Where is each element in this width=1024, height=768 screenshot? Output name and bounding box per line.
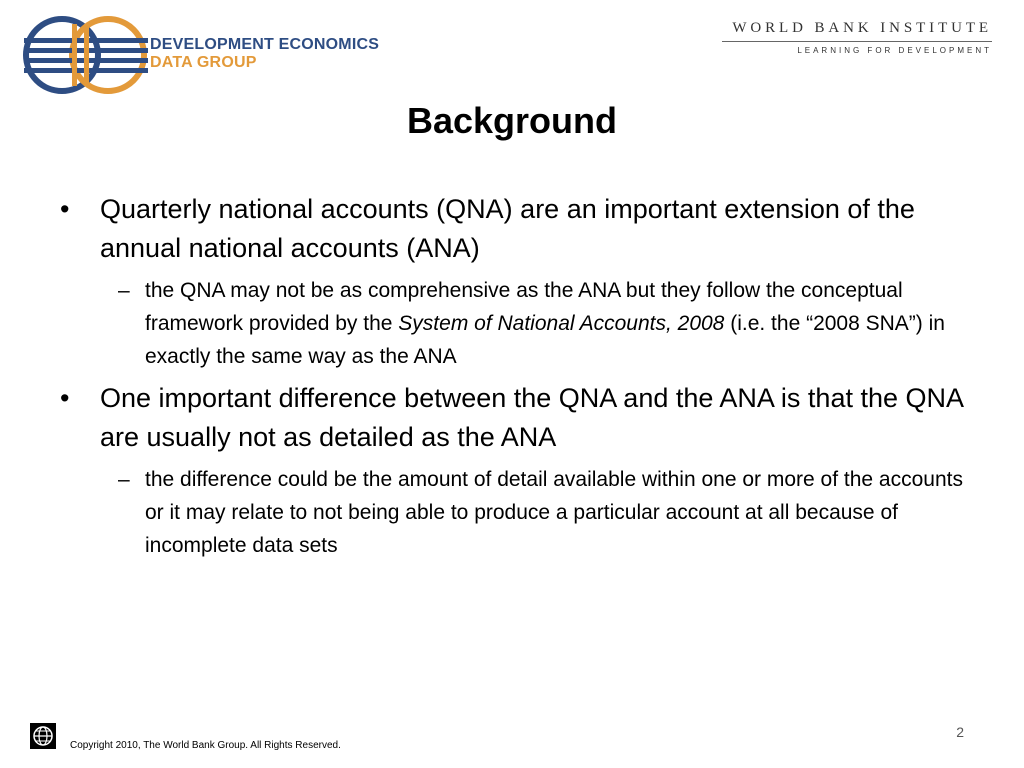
wbi-tagline: LEARNING FOR DEVELOPMENT bbox=[797, 46, 992, 55]
slide-content bbox=[60, 190, 975, 568]
bullet-marker: • bbox=[60, 383, 70, 413]
wbi-name: WORLD BANK INSTITUTE bbox=[732, 20, 992, 36]
dash-marker: – bbox=[118, 279, 130, 302]
world-bank-globe-icon bbox=[30, 723, 56, 749]
bullet-2-text: One important difference between the QNA and the ANA is that the QNA are usually not as detailed as the ANA bbox=[100, 383, 963, 452]
sub-bullet-1-1-italic: System of National Accounts, 2008 bbox=[398, 312, 725, 335]
deg-logo-line2: DATA GROUP bbox=[150, 54, 257, 71]
sub-bullet-2-1 bbox=[60, 463, 975, 562]
wbi-logo bbox=[692, 20, 992, 55]
sub-bullet-1-1-before: the QNA may not be as comprehensive as the ANA but they follow the conceptual framework provided by the bbox=[145, 279, 903, 335]
sub-bullet-2-1-text: the difference could be the amount of detail available within one or more of the accounts or it may relate to not being able to produce a particular account at all because of incomplete data sets bbox=[145, 468, 963, 557]
bullet-1 bbox=[60, 190, 975, 268]
copyright-text: Copyright 2010, The World Bank Group. All Rights Reserved. bbox=[70, 740, 341, 751]
deg-logo-text bbox=[150, 36, 379, 72]
bullet-1-text: Quarterly national accounts (QNA) are an important extension of the annual national accounts (ANA) bbox=[100, 194, 915, 263]
bullet-2 bbox=[60, 379, 975, 457]
sub-bullet-1-1 bbox=[60, 274, 975, 373]
bullet-marker: • bbox=[60, 194, 70, 224]
wbi-divider bbox=[722, 41, 992, 42]
dash-marker: – bbox=[118, 468, 130, 491]
slide-title: Background bbox=[406, 100, 618, 141]
deg-logo-line1: DEVELOPMENT ECONOMICS bbox=[150, 36, 380, 53]
page-number: 2 bbox=[956, 724, 964, 740]
sub-bullet-1-1-after: (i.e. the “2008 SNA”) in exactly the same way as the ANA bbox=[145, 312, 945, 368]
deg-logo-icon bbox=[22, 14, 150, 101]
